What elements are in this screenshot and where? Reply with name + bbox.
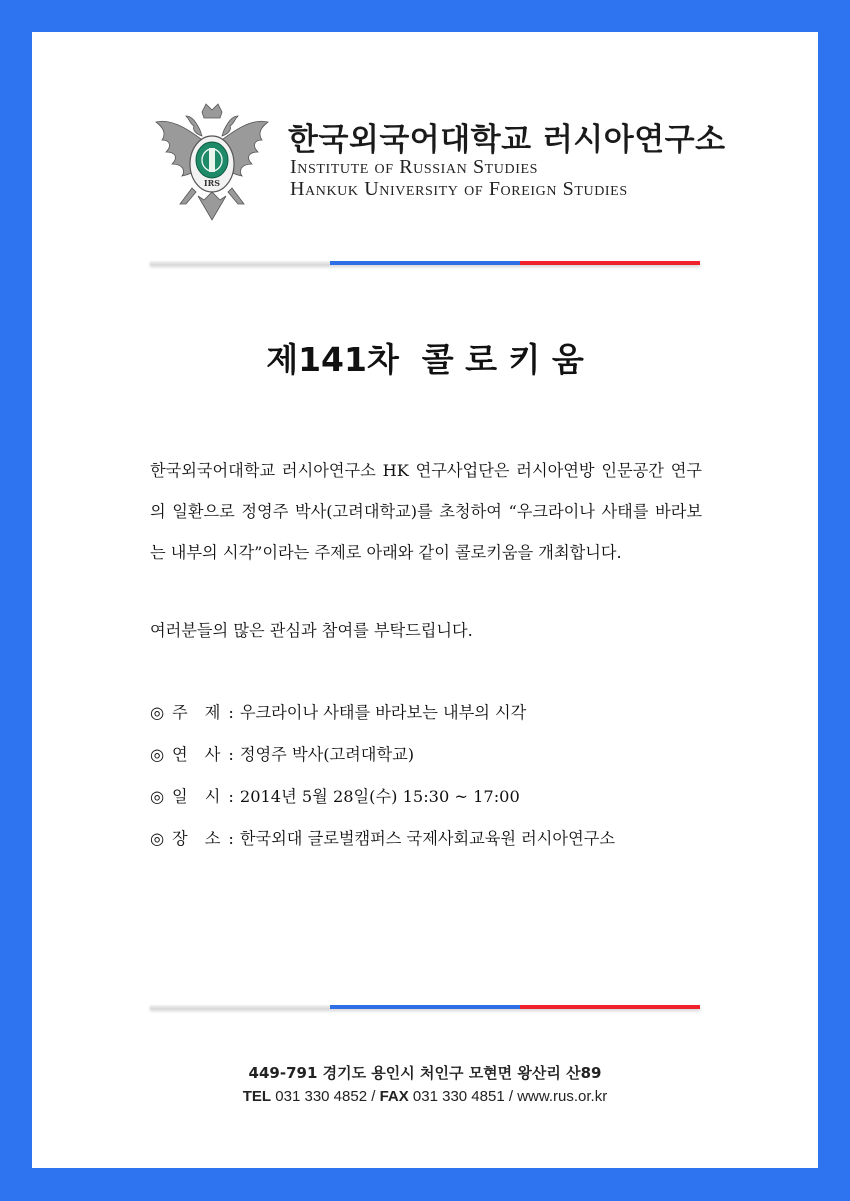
fax-number: 031 330 4851 <box>412 1088 505 1105</box>
colloquium-title: 제141차 콜 로 키 움 <box>266 340 584 379</box>
poster-sheet <box>32 32 818 1168</box>
info-label: 장 소 <box>172 829 227 848</box>
info-row-topic: ◎ 주 제 : 우크라이나 사태를 바라보는 내부의 시각 <box>150 692 710 734</box>
logo-text: IRS <box>203 178 221 188</box>
bullet-mark: ◎ <box>150 829 165 848</box>
footer-contact: TEL 031 330 4852 / FAX 031 330 4851 / www.rus.or.kr <box>242 1088 608 1105</box>
website-link[interactable]: www.rus.or.kr <box>517 1088 608 1105</box>
institute-logo <box>150 100 274 224</box>
info-label: 일 시 <box>172 787 227 806</box>
tel-number: 031 330 4852 <box>275 1088 368 1105</box>
institute-name-english: Institute of Russian Studies <box>290 156 539 178</box>
institute-name-korean: 한국외국어대학교 러시아연구소 <box>288 122 726 158</box>
info-row-venue: ◎ 장 소 : 한국외대 글로벌캠퍼스 국제사회교육원 러시아연구소 <box>150 818 710 860</box>
request-paragraph: 여러분들의 많은 관심과 참여를 부탁드립니다. <box>150 621 473 640</box>
bullet-mark: ◎ <box>150 787 165 806</box>
footer-address: 449-791 경기도 용인시 처인구 모현면 왕산리 산89 <box>248 1064 602 1082</box>
bullet-mark: ◎ <box>150 745 165 764</box>
info-row-speaker: ◎ 연 사 : 정영주 박사(고려대학교) <box>150 734 710 776</box>
event-info-list <box>150 692 710 860</box>
tel-label: TEL <box>242 1088 272 1105</box>
invitation-paragraph: 한국외국어대학교 러시아연구소 HK 연구사업단은 러시아연방 인문공간 연구의 일환으로 정영주 박사(고려대학교)를 초청하여 “우크라이나 사태를 바라보는 내부의 시각”이라는 주제로 아래와 같이 콜로키움을 개최합니다. <box>150 461 702 562</box>
info-label: 연 사 <box>172 745 227 764</box>
info-value: 2014년 5월 28일(수) 15:30 ~ 17:00 <box>239 787 520 806</box>
fax-label: FAX <box>379 1088 409 1105</box>
info-value: 우크라이나 사태를 바라보는 내부의 시각 <box>239 703 527 722</box>
bullet-mark: ◎ <box>150 703 165 722</box>
info-value: 정영주 박사(고려대학교) <box>239 745 415 764</box>
info-label: 주 제 <box>172 703 227 722</box>
tricolor-divider-top <box>150 261 700 265</box>
info-row-datetime: ◎ 일 시 : 2014년 5월 28일(수) 15:30 ~ 17:00 <box>150 776 710 818</box>
university-name-english: Hankuk University of Foreign Studies <box>290 178 628 200</box>
info-value: 한국외대 글로벌캠퍼스 국제사회교육원 러시아연구소 <box>239 829 615 848</box>
tricolor-divider-bottom <box>150 1005 700 1009</box>
